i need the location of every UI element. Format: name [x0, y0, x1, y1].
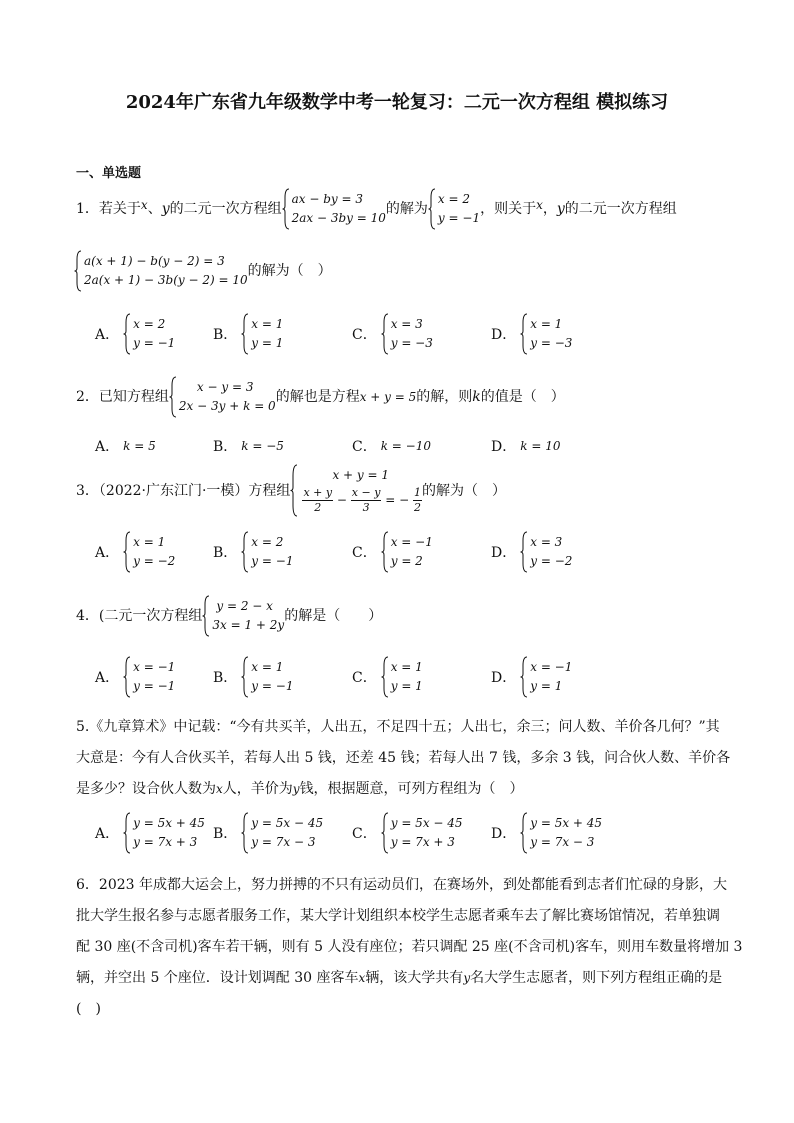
- q5-line-3: [76, 774, 721, 805]
- q3-system: [290, 466, 422, 515]
- brace-icon: [381, 812, 389, 854]
- option-system: [381, 315, 433, 353]
- option-row: y = 7x − 3: [530, 835, 595, 849]
- option-label: D．: [491, 439, 517, 455]
- option-row: x = 1: [390, 660, 423, 674]
- option-system: [241, 658, 293, 696]
- q2-option-d[interactable]: [491, 436, 560, 456]
- option-label: C．: [352, 545, 377, 561]
- option-row: x = 2: [251, 535, 284, 549]
- q2-text-4: 的值是（ ）: [480, 389, 565, 405]
- q6-line-2: 批大学生报名参与志愿者服务工作，某大学计划组织本校学生志愿者乘车去了解比赛场馆情况，若单独调: [76, 908, 720, 924]
- q1-var-x: x: [140, 198, 148, 212]
- q2-system: [169, 378, 276, 416]
- brace-icon: [520, 812, 528, 854]
- option-text: k = −5: [241, 439, 284, 453]
- q3-text-2: 的解为（ ）: [422, 482, 507, 499]
- option-system: [520, 315, 572, 353]
- brace-icon: [381, 531, 389, 573]
- q2-option-b[interactable]: [213, 436, 284, 456]
- option-label: A．: [95, 439, 120, 455]
- fraction: [302, 486, 333, 515]
- q2-text-1: 2．已知方程组: [76, 389, 169, 405]
- q1-system-1: [282, 190, 386, 228]
- q1-var-x: x: [536, 198, 543, 212]
- brace-icon: [123, 656, 131, 698]
- q1-option-a[interactable]: [95, 315, 175, 353]
- q4-option-b[interactable]: [213, 658, 293, 696]
- q1-option-b[interactable]: [213, 315, 283, 353]
- q1-var-y: y: [556, 201, 565, 217]
- q2-text-3: 的解，则: [416, 389, 473, 405]
- option-row: y = 7x + 3: [133, 835, 198, 849]
- q4-sys-row: 3x = 1 + 2y: [212, 618, 285, 632]
- denominator: 2: [314, 501, 322, 514]
- q1-sol-row: x = 2: [437, 192, 471, 206]
- q2-var-k: k: [472, 389, 481, 405]
- q5-line-2: 大意是：今有人合伙买羊，若每人出 5 钱，还差 45 钱；若每人出 7 钱，多余 3 钱，问合伙人数、羊价各: [76, 750, 731, 766]
- option-system: [123, 658, 175, 696]
- brace-icon: [241, 313, 249, 355]
- q5-text: 钱，根据题意，可列方程组为（ ）: [299, 781, 524, 797]
- q2-option-a[interactable]: [95, 436, 156, 456]
- q4-system: [202, 597, 284, 635]
- section-heading: 一、单选题: [76, 166, 142, 181]
- option-label: B．: [213, 670, 238, 686]
- brace-icon: [169, 376, 177, 418]
- option-label: D．: [491, 670, 517, 686]
- brace-icon: [241, 812, 249, 854]
- option-row: x = −1: [390, 535, 433, 549]
- numerator: x − y: [351, 486, 381, 499]
- brace-icon: [282, 188, 290, 230]
- q4-text-2: 的解是（ ）: [284, 608, 383, 624]
- option-system: [381, 533, 433, 571]
- option-label: A．: [95, 826, 120, 842]
- option-row: y = 5x − 45: [251, 816, 324, 830]
- option-row: y = 5x − 45: [390, 816, 463, 830]
- question-1-stem-cont: [74, 252, 332, 290]
- option-row: y = −2: [530, 554, 573, 568]
- option-system: [520, 814, 602, 852]
- option-label: D．: [491, 545, 517, 561]
- option-text: k = 10: [520, 439, 561, 453]
- q4-text-1: 4．(二元一次方程组: [76, 608, 203, 624]
- option-row: y = 7x − 3: [251, 835, 316, 849]
- option-label: C．: [352, 327, 377, 343]
- option-row: y = −1: [133, 336, 176, 350]
- q6-var-y: y: [463, 971, 471, 985]
- q6-text: 辆，该大学共有: [365, 970, 464, 986]
- option-text: k = 5: [123, 439, 156, 453]
- q1-option-d[interactable]: [491, 315, 572, 353]
- option-label: A．: [95, 670, 120, 686]
- question-3-stem: [76, 466, 506, 515]
- q5-line-1: 5.《九章算术》中记载：“今有共买羊，人出五，不足四十五；人出七，余三；问人数、羊价各几何？”其: [76, 719, 720, 735]
- q4-sys-row: y = 2 − x: [216, 599, 273, 613]
- q6-text: 名大学生志愿者，则下列方程组正确的是: [470, 970, 723, 986]
- brace-icon: [381, 656, 389, 698]
- equals-sign: = −: [385, 493, 410, 507]
- brace-icon: [381, 313, 389, 355]
- option-label: A．: [95, 545, 120, 561]
- option-system: [520, 658, 572, 696]
- q2-text-2: 的解也是方程: [275, 389, 360, 405]
- option-system: [123, 533, 175, 571]
- q6-var-x: x: [358, 971, 366, 985]
- fraction: [351, 486, 382, 515]
- brace-icon: [123, 313, 131, 355]
- option-system: [381, 658, 423, 696]
- q2-equation: x + y = 5: [359, 390, 417, 404]
- option-row: x = 1: [251, 660, 284, 674]
- question-5-stem: [76, 712, 731, 805]
- option-row: y = 2: [390, 554, 423, 568]
- option-row: y = −1: [133, 679, 176, 693]
- q1-sys1-row: 2ax − 3by = 10: [291, 211, 386, 225]
- numerator: x + y: [303, 486, 333, 499]
- q3-option-a[interactable]: [95, 533, 175, 571]
- q1-option-c[interactable]: [352, 315, 433, 353]
- question-1-stem: [76, 190, 677, 228]
- brace-icon: [74, 250, 82, 292]
- option-row: y = −2: [133, 554, 176, 568]
- q1-text-4: ，则关于: [480, 201, 537, 217]
- option-label: B．: [213, 545, 238, 561]
- q1-sol-row: y = −1: [437, 211, 481, 225]
- q5-option-d[interactable]: [491, 814, 602, 852]
- option-row: y = −1: [251, 679, 294, 693]
- q3-row-2: [302, 485, 422, 515]
- q3-option-c[interactable]: [352, 533, 433, 571]
- option-row: y = 5x + 45: [530, 816, 603, 830]
- option-system: [241, 533, 293, 571]
- q6-line-3: 配 30 座(不含司机)客车若干辆，则有 5 人没有座位；若只调配 25 座(不含司机)客车，则用车数量将增加 3: [76, 939, 743, 955]
- q5-option-b[interactable]: [213, 814, 323, 852]
- option-row: x = 1: [251, 317, 284, 331]
- option-row: y = −1: [251, 554, 294, 568]
- option-label: B．: [213, 327, 238, 343]
- option-label: C．: [352, 670, 377, 686]
- q3-option-b[interactable]: [213, 533, 293, 571]
- minus-sign: −: [336, 493, 347, 507]
- q2-sys-row: x − y = 3: [196, 380, 254, 394]
- brace-icon: [520, 531, 528, 573]
- q1-sys2-row: a(x + 1) − b(y − 2) = 3: [84, 254, 225, 268]
- option-row: y = 7x + 3: [390, 835, 455, 849]
- option-system: [123, 814, 205, 852]
- option-row: x = 2: [133, 317, 166, 331]
- q6-line-5: ( ): [76, 1001, 101, 1017]
- q4-option-c[interactable]: [352, 658, 423, 696]
- brace-icon: [520, 313, 528, 355]
- q1-sys2-row: 2a(x + 1) − 3b(y − 2) = 10: [84, 273, 248, 287]
- q6-line-4: [76, 963, 721, 994]
- q1-text-5: ，: [542, 201, 557, 217]
- option-row: y = −3: [530, 336, 573, 350]
- option-row: y = 1: [251, 336, 284, 350]
- option-label: C．: [352, 826, 377, 842]
- q1-solution: [428, 190, 480, 228]
- q1-sys1-row: ax − by = 3: [291, 192, 364, 206]
- option-row: y = 1: [530, 679, 563, 693]
- q1-var-y: y: [161, 201, 170, 217]
- q1-text-2: 的二元一次方程组: [169, 201, 282, 217]
- option-label: B．: [213, 826, 238, 842]
- q3-row-1: x + y = 1: [332, 468, 389, 482]
- q5-var-y: y: [292, 782, 300, 796]
- q6-text: 辆，并空出 5 个座位．设计划调配 30 座客车: [76, 970, 359, 986]
- question-6-stem: [76, 870, 743, 1025]
- q4-option-a[interactable]: [95, 658, 175, 696]
- option-row: y = −3: [390, 336, 433, 350]
- option-row: y = 1: [390, 679, 423, 693]
- q5-text: 是多少？设合伙人数为: [76, 781, 216, 797]
- q5-var-x: x: [216, 782, 223, 796]
- option-row: x = −1: [530, 660, 573, 674]
- brace-icon: [290, 464, 298, 517]
- brace-icon: [241, 531, 249, 573]
- brace-icon: [202, 595, 210, 637]
- q3-text-1: 3．（2022·广东江门·一模）方程组: [76, 482, 291, 499]
- q2-sys-row: 2x − 3y + k = 0: [178, 399, 276, 413]
- option-label: C．: [352, 439, 377, 455]
- option-row: x = 1: [133, 535, 166, 549]
- denominator: 2: [414, 501, 422, 514]
- option-row: x = 3: [390, 317, 423, 331]
- q1-text-6: 的二元一次方程组: [564, 201, 677, 217]
- q3-option-d[interactable]: [491, 533, 572, 571]
- option-label: A．: [95, 327, 120, 343]
- option-row: x = −1: [133, 660, 176, 674]
- page-title: 2024年广东省九年级数学中考一轮复习：二元一次方程组 模拟练习: [125, 92, 669, 113]
- q1-text-7: 的解为（ ）: [247, 263, 332, 279]
- fraction: [413, 486, 422, 515]
- option-row: y = 5x + 45: [133, 816, 205, 830]
- q4-option-d[interactable]: [491, 658, 572, 696]
- q1-text-3: 的解为: [385, 201, 428, 217]
- option-system: [123, 315, 175, 353]
- numerator: 1: [414, 486, 422, 499]
- option-label: D．: [491, 327, 517, 343]
- option-system: [241, 315, 283, 353]
- q1-system-2: [74, 252, 248, 290]
- q6-line-1: 6．2023 年成都大运会上，努力拼搏的不只有运动员们，在赛场外，到处都能看到志者们忙碌的身影，大: [76, 877, 727, 893]
- question-4-stem: [76, 597, 382, 635]
- option-row: x = 3: [530, 535, 563, 549]
- denominator: 3: [362, 501, 370, 514]
- q1-text-1: 1．若关于: [76, 201, 141, 217]
- option-system: [381, 814, 463, 852]
- option-text: k = −10: [380, 439, 431, 453]
- brace-icon: [123, 531, 131, 573]
- brace-icon: [123, 812, 131, 854]
- q1-sep: 、: [147, 201, 162, 217]
- brace-icon: [520, 656, 528, 698]
- brace-icon: [241, 656, 249, 698]
- option-label: D．: [491, 826, 517, 842]
- question-2-stem: [76, 378, 565, 416]
- option-row: x = 1: [530, 317, 563, 331]
- option-system: [520, 533, 572, 571]
- option-label: B．: [213, 439, 238, 455]
- option-system: [241, 814, 323, 852]
- q5-option-c[interactable]: [352, 814, 463, 852]
- q2-option-c[interactable]: [352, 436, 431, 456]
- brace-icon: [428, 188, 436, 230]
- q5-text: 人，羊价为: [222, 781, 293, 797]
- q5-option-a[interactable]: [95, 814, 205, 852]
